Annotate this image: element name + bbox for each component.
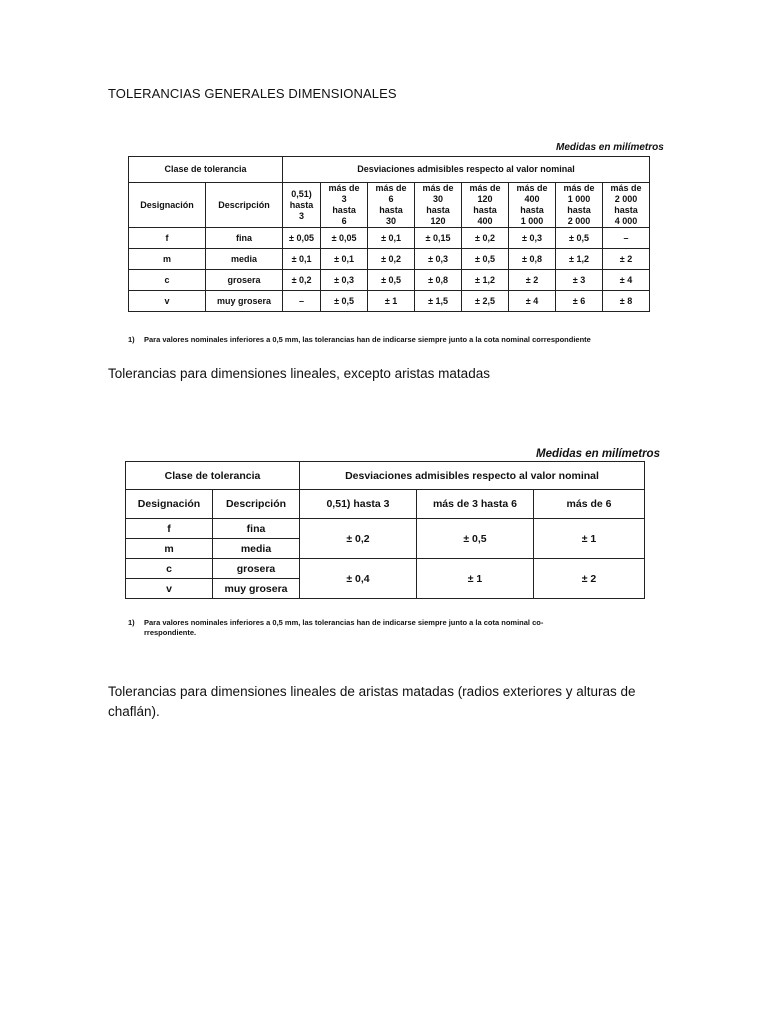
caption-linear: Tolerancias para dimensiones lineales, excepto aristas matadas [108,366,490,381]
designation-cell: m [129,249,206,270]
value-cell: ± 0,5 [556,228,603,249]
value-cell: ± 0,8 [415,270,462,291]
value-cell: ± 0,2 [300,519,417,559]
description-cell: fina [206,228,283,249]
value-cell: ± 0,4 [300,559,417,599]
footnote-mark: 1) [128,618,135,627]
value-cell: ± 4 [509,291,556,312]
description-cell: muy grosera [213,579,300,599]
value-cell: ± 1 [368,291,415,312]
footnote-text: Para valores nominales inferiores a 0,5 mm, las tolerancias han de indicarse siempre junto a la cota nominal correspondiente [144,335,591,344]
header-designation: Designación [129,183,206,228]
description-cell: fina [213,519,300,539]
value-cell: ± 0,5 [321,291,368,312]
header-deviations: Desviaciones admisibles respecto al valor nominal [283,157,650,183]
designation-cell: c [129,270,206,291]
units-label: Medidas en milímetros [536,448,660,460]
designation-cell: v [126,579,213,599]
value-cell: ± 0,3 [509,228,556,249]
footnote-mark: 1) [128,335,135,344]
value-cell: ± 0,2 [368,249,415,270]
value-cell: ± 6 [556,291,603,312]
description-cell: muy grosera [206,291,283,312]
value-cell: ± 0,5 [368,270,415,291]
value-cell: ± 0,5 [417,519,534,559]
value-cell: ± 1,5 [415,291,462,312]
description-cell: grosera [213,559,300,579]
value-cell: ± 0,1 [368,228,415,249]
footnote-text: rrespondiente. [144,628,197,637]
value-cell: – [602,228,649,249]
value-cell: ± 2,5 [462,291,509,312]
value-cell: ± 0,3 [321,270,368,291]
range-header: más de 120 hasta 400 [462,183,509,228]
value-cell: ± 0,15 [415,228,462,249]
value-cell: ± 0,1 [283,249,321,270]
designation-cell: v [129,291,206,312]
value-cell: ± 2 [602,249,649,270]
range-header: más de 2 000 hasta 4 000 [602,183,649,228]
range-header: más de 3 hasta 6 [321,183,368,228]
description-cell: media [213,539,300,559]
table-row [129,291,650,312]
value-cell: ± 3 [556,270,603,291]
footnote [128,618,648,638]
range-header: más de 400 hasta 1 000 [509,183,556,228]
range-header: más de 3 hasta 6 [417,490,534,519]
value-cell: ± 4 [602,270,649,291]
value-cell: ± 0,3 [415,249,462,270]
units-label: Medidas en milímetros [556,142,664,153]
header-description: Descripción [213,490,300,519]
caption-chamfer: Tolerancias para dimensiones lineales de aristas matadas (radios exteriores y alturas de chaflán). [108,684,636,719]
value-cell: ± 2 [509,270,556,291]
value-cell: ± 0,05 [283,228,321,249]
range-header: más de 6 hasta 30 [368,183,415,228]
value-cell: ± 1 [417,559,534,599]
description-cell: media [206,249,283,270]
value-cell: ± 2 [534,559,645,599]
table-row [129,228,650,249]
range-header: 0,51) hasta 3 [283,183,321,228]
value-cell: ± 1 [534,519,645,559]
footnote-text: Para valores nominales inferiores a 0,5 mm, las tolerancias han de indicarse siempre junto a la cota nominal co- [144,618,544,627]
value-cell: ± 0,2 [283,270,321,291]
table-row [126,519,645,539]
chamfer-tolerance-table [125,461,645,599]
range-header: más de 30 hasta 120 [415,183,462,228]
designation-cell: f [126,519,213,539]
header-deviations: Desviaciones admisibles respecto al valor nominal [300,462,645,490]
value-cell: ± 0,1 [321,249,368,270]
value-cell: ± 8 [602,291,649,312]
value-cell: ± 0,2 [462,228,509,249]
table-row [129,249,650,270]
designation-cell: m [126,539,213,559]
header-tolerance-class: Clase de tolerancia [129,157,283,183]
value-cell: ± 0,8 [509,249,556,270]
footnote [128,335,688,344]
table-row [129,270,650,291]
value-cell: ± 1,2 [462,270,509,291]
table-row [126,559,645,579]
header-designation: Designación [126,490,213,519]
designation-cell: c [126,559,213,579]
range-header: más de 1 000 hasta 2 000 [556,183,603,228]
value-cell: ± 1,2 [556,249,603,270]
range-header: más de 6 [534,490,645,519]
value-cell: ± 0,5 [462,249,509,270]
header-tolerance-class: Clase de tolerancia [126,462,300,490]
linear-tolerance-table [128,156,650,312]
value-cell: – [283,291,321,312]
page-title: TOLERANCIAS GENERALES DIMENSIONALES [108,86,397,101]
value-cell: ± 0,05 [321,228,368,249]
description-cell: grosera [206,270,283,291]
designation-cell: f [129,228,206,249]
header-description: Descripción [206,183,283,228]
range-header: 0,51) hasta 3 [300,490,417,519]
